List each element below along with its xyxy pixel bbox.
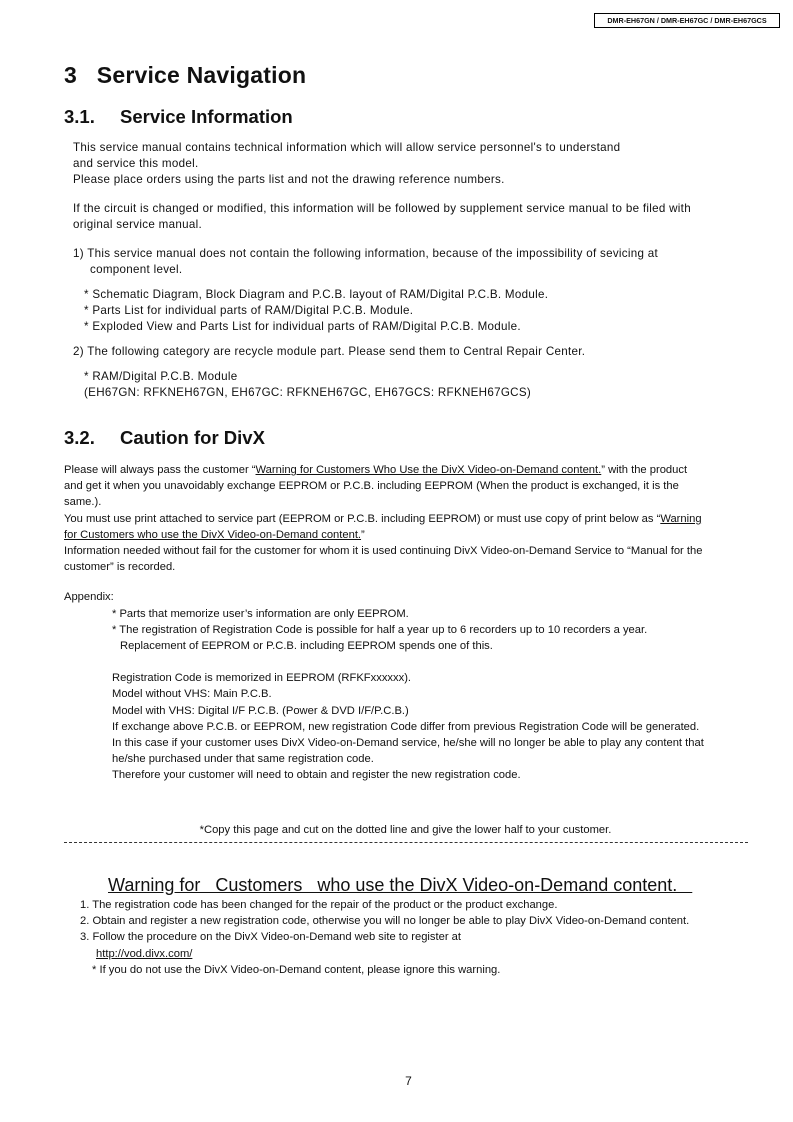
section-number: 3.1. xyxy=(64,106,95,127)
section-heading-service-information xyxy=(64,106,293,128)
chapter-number: 3 xyxy=(64,62,77,88)
paragraph-line: You must use print attached to service part (EEPROM or P.C.B. including EEPROM) or must use copy of print below as “Warning xyxy=(64,512,702,525)
paragraph-line: and get it when you unavoidably exchange EEPROM or P.C.B. including EEPROM (When the product is exchanged, it is the xyxy=(64,480,679,493)
warning-item: 3. Follow the procedure on the DivX Video-on-Demand web site to register at xyxy=(80,931,461,944)
list-item-2: 2) The following category are recycle module part. Please send them to Central Repair Center. xyxy=(73,345,586,358)
paragraph-line: customer” is recorded. xyxy=(64,561,176,574)
registration-line: If exchange above P.C.B. or EEPROM, new registration Code differ from previous Registration Code will be generated. xyxy=(112,720,700,733)
chapter-title xyxy=(64,62,306,89)
paragraph-line: Information needed without fail for the customer for whom it is used continuing DivX Video-on-Demand Service to “Manual for the xyxy=(64,545,703,558)
caution-divx-body xyxy=(64,462,764,784)
bullet-item: * Exploded View and Parts List for individual parts of RAM/Digital P.C.B. Module. xyxy=(84,320,521,333)
paragraph-line: same.). xyxy=(64,496,102,509)
dotted-cut-line xyxy=(64,842,748,843)
paragraph-line: Please place orders using the parts list and not the drawing reference numbers. xyxy=(73,173,505,186)
paragraph-line: Please will always pass the customer “Warning for Customers Who Use the DivX Video-on-Demand content.” with the product xyxy=(64,464,688,476)
paragraph-line: and service this model. xyxy=(73,157,199,170)
warning-note: * If you do not use the DivX Video-on-Demand content, please ignore this warning. xyxy=(92,963,501,976)
paragraph-line: If the circuit is changed or modified, this information will be followed by supplement service manual to be filed with xyxy=(73,202,691,215)
appendix-bullet: * The registration of Registration Code is possible for half a year up to 6 recorders up to 10 recorders a year. xyxy=(112,623,648,636)
cut-instruction: *Copy this page and cut on the dotted line and give the lower half to your customer. xyxy=(199,824,612,836)
warning-reference-link: for Customers who use the DivX Video-on-Demand content. xyxy=(64,528,362,541)
appendix-label: Appendix: xyxy=(64,591,114,604)
module-part-numbers: (EH67GN: RFKNEH67GN, EH67GC: RFKNEH67GC, EH67GCS: RFKNEH67GCS) xyxy=(84,386,532,399)
model-codes-header: DMR-EH67GN / DMR-EH67GC / DMR-EH67GCS xyxy=(594,13,780,28)
section-number: 3.2. xyxy=(64,427,95,448)
section-heading-caution-divx xyxy=(64,427,265,449)
list-item-1: 1) This service manual does not contain the following information, because of the impossibility of sevicing at xyxy=(73,247,659,260)
warning-title: Warning for Customers who use the DivX Video-on-Demand content. xyxy=(108,875,693,895)
service-information-body xyxy=(73,140,691,401)
paragraph-line: for Customers who use the DivX Video-on-Demand content.” xyxy=(64,528,365,541)
warning-reference-link: Warning xyxy=(660,512,702,525)
section-title: Service Information xyxy=(120,106,293,127)
registration-line: Model with VHS: Digital I/F P.C.B. (Power & DVD I/F/P.C.B.) xyxy=(112,704,409,717)
warning-list xyxy=(80,897,689,978)
appendix-bullet: * Parts that memorize user’s information are only EEPROM. xyxy=(112,607,409,620)
warning-item: 2. Obtain and register a new registration code, otherwise you will no longer be able to play DivX Video-on-Demand content. xyxy=(80,915,690,928)
registration-line: Therefore your customer will need to obtain and register the new registration code. xyxy=(112,769,521,782)
appendix-bullet-cont: Replacement of EEPROM or P.C.B. including EEPROM spends one of this. xyxy=(120,640,493,653)
paragraph-line: original service manual. xyxy=(73,218,202,231)
registration-line: Registration Code is memorized in EEPROM (RFKFxxxxxx). xyxy=(112,672,412,685)
bullet-item: * RAM/Digital P.C.B. Module xyxy=(84,370,238,383)
list-item-1-cont: component level. xyxy=(90,263,183,276)
paragraph-line: This service manual contains technical information which will allow service personnel's to understand xyxy=(73,141,621,154)
registration-line: Model without VHS: Main P.C.B. xyxy=(112,688,272,701)
chapter-title-text: Service Navigation xyxy=(96,62,307,88)
section-title: Caution for DivX xyxy=(120,427,265,448)
registration-line: In this case if your customer uses DivX Video-on-Demand service, he/she will no longer be able to play any content that xyxy=(112,737,704,750)
bullet-item: * Schematic Diagram, Block Diagram and P.C.B. layout of RAM/Digital P.C.B. Module. xyxy=(84,288,549,301)
registration-line: he/she purchased under that same registration code. xyxy=(112,753,374,766)
warning-item: 1. The registration code has been changed for the repair of the product or the product exchange. xyxy=(80,899,558,911)
bullet-item: * Parts List for individual parts of RAM/Digital P.C.B. Module. xyxy=(84,304,414,317)
page-number: 7 xyxy=(405,1074,412,1088)
divx-url-link[interactable]: http://vod.divx.com/ xyxy=(96,947,193,960)
warning-reference-link: Warning for Customers Who Use the DivX Video-on-Demand content. xyxy=(255,464,602,476)
